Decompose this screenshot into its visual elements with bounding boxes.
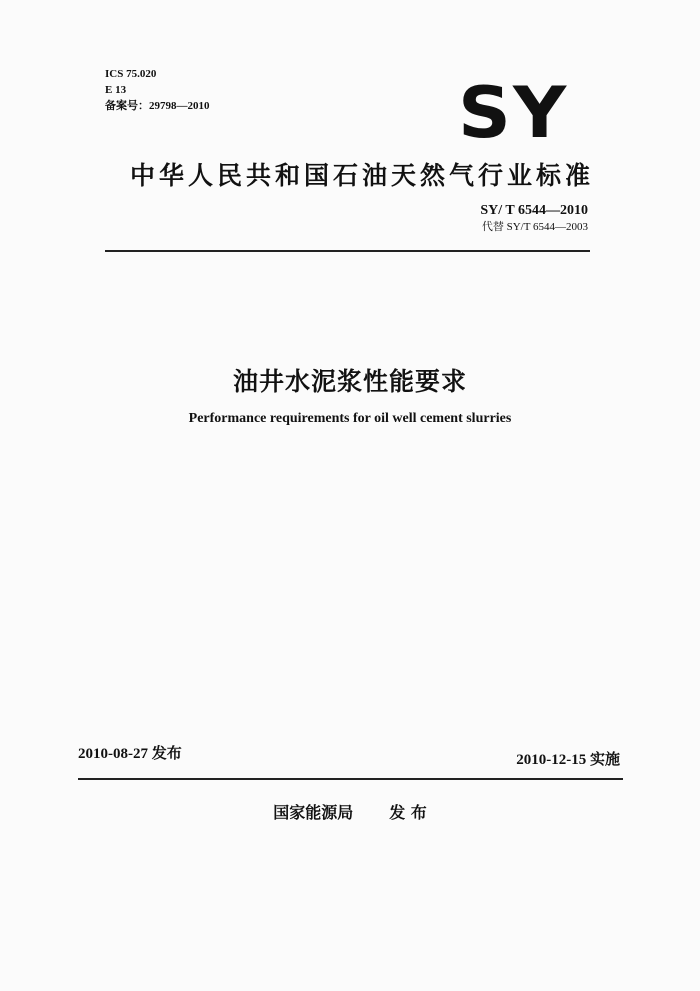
document-title-en: Performance requirements for oil well cement slurries <box>188 411 512 426</box>
issue-date: 2010-08-27 发布 <box>78 746 182 762</box>
publisher-line <box>0 800 700 823</box>
sy-logo: SY <box>458 72 569 154</box>
document-title-cn: 油井水泥浆性能要求 <box>232 367 467 396</box>
implementation-date: 2010-12-15 实施 <box>516 752 620 768</box>
category-code: E 13 <box>105 84 127 96</box>
classification-block <box>105 66 210 114</box>
industry-standard-title: 中华人民共和国石油天然气行业标准 <box>130 161 595 190</box>
record-number: 备案号：29798—2010 <box>105 100 210 112</box>
ics-code: ICS 75.020 <box>105 68 157 80</box>
standard-number-block <box>480 202 588 234</box>
publisher-org: 国家能源局 <box>273 803 354 822</box>
publisher-action: 发 布 <box>389 803 427 822</box>
replaces-standard: 代替 SY/T 6544—2003 <box>481 221 588 233</box>
footer-divider <box>78 778 623 780</box>
header-divider <box>105 250 590 252</box>
standard-number: SY/ T 6544—2010 <box>480 203 588 218</box>
